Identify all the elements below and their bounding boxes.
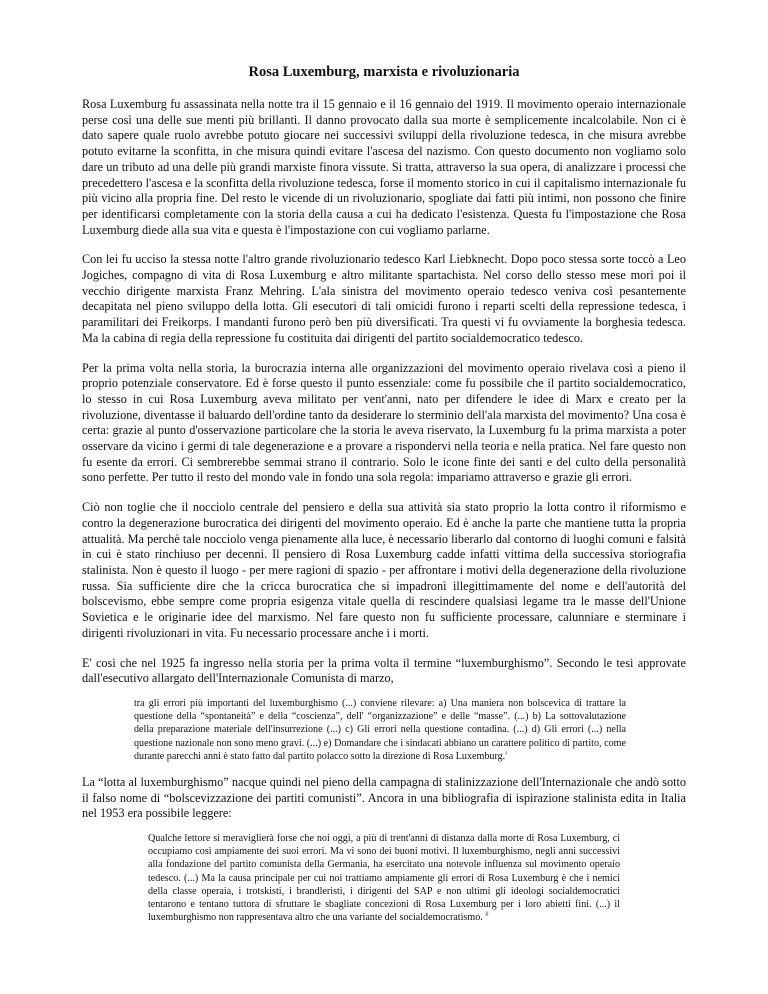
paragraph-2: Con lei fu ucciso la stessa notte l'altro grande rivoluzionario tedesco Karl Liebknecht. Dopo poco stessa sorte toccò a Leo Jogiches, compagno di vita di Rosa Luxemburg e altro militante spartachista. Nel corso dello stesso mese morì poi il vecchio dirigente marxista Franz Mehring. L'ala sinistra del movimento operaio tedesco veniva così pesantemente decapitata nel pieno sviluppo della lotta. Gli esecutori di tali omicidi furono i reparti scelti della repressione tedesca, i paramilitari dei Freikorps. I mandanti furono però ben più diversificati. Tra questi vi fu ovviamente la borghesia tedesca. Ma la cabina di regia della repressione fu costituita dai dirigenti del partito socialdemocratico tedesco. <box>82 252 686 345</box>
paragraph-6: La “lotta al luxemburghismo” nacque quindi nel pieno della campagna di stalinizzazione dell'Internazionale che andò sotto il falso nome di “bolscevizzazione dei partiti comunisti”. Ancora in una bibliografia di ispirazione stalinista edita in Italia nel 1953 era possibile leggere: <box>82 774 686 821</box>
paragraph-1: Rosa Luxemburg fu assassinata nella notte tra il 15 gennaio e il 16 gennaio del 1919. Il movimento operaio internazionale perse così una delle sue menti più brillanti. Il danno provocato dalla sua morte è semplicemente incalcolabile. Non ci è dato sapere quale ruolo avrebbe potuto giocare nei successivi sviluppi della rivoluzione tedesca, in che misura avrebbe potuto evitarne la sconfitta, in che misura quindi evitare l'ascesa del nazismo. Con questo documento non vogliamo solo dare un tributo ad una delle più grandi marxiste finora vissute. Si tratta, attraverso la sua opera, di analizzare i processi che precedettero l'ascesa e la sconfitta della rivoluzione tedesca, forse il momento storico in cui il capitalismo internazionale fu più vicino alla propria fine. Del resto le vicende di un rivoluzionario, spogliate dai fatti più intimi, non possono che finire per identificarsi completamente con la storia della causa a cui ha dedicato l'esistenza. Questa fu l'impostazione che Rosa Luxemburg diede alla sua vita e questa è l'impostazione con cui vogliamo parlarne. <box>82 97 686 237</box>
quote-1-text: tra gli errori più importanti del luxemburghismo (...) conviene rilevare: a) Una maniera non bolscevica di trattare la questione della “spontaneità” e della “coscienza”, dell' “organizzazione” e delle “masse”. (...) b) La sottovalutazione della preparazione materiale dell'insurrezione (...) c) Gli errori nella questione contadina. (...) d) Gli errori (...) nella questione nazionale non sono meno gravi. (...) e) Domandare che i sindacati abbiano un carattere politico di partito, come durante parecchi anni è stato fatto dal partito polacco sotto la direzione di Rosa Luxemburg. <box>134 697 626 762</box>
paragraph-4: Ciò non toglie che il nocciolo centrale del pensiero e della sua attività sia stato proprio la lotta contro il riformismo e contro la degenerazione burocratica dei dirigenti del movimento operaio. Ed è anche la parte che mantiene tutta la propria attualità. Ma perchè tale nocciolo venga pienamente alla luce, è necessario liberarlo dal contorno di luoghi comuni e falsità in cui è stato rinchiuso per decenni. Il pensiero di Rosa Luxemburg cadde infatti vittima della successiva storiografia stalinista. Non è questo il luogo - per mere ragioni di spazio - per affrontare i motivi della degenerazione della rivoluzione russa. Sia sufficiente dire che la cricca burocratica che si impadronì illegittimamente del nome e dell'autorità del bolscevismo, ebbe sempre come propria esigenza vitale quella di rescindere qualsiasi legame tra le masse dell'Unione Sovietica e le originarie idee del marxismo. Nel fare questo non fu sufficiente processare, calunniare e sterminare i dirigenti rivoluzionari in vita. Fu necessario processare anche i i morti. <box>82 500 686 640</box>
paragraph-5: E' così che nel 1925 fa ingresso nella storia per la prima volta il termine “luxemburghismo”. Secondo le tesi approvate dall'esecutivo allargato dell'Internazionale Comunista di marzo, <box>82 655 686 686</box>
footnote-ref-1[interactable]: i <box>505 750 507 757</box>
footnote-ref-2[interactable]: ii <box>485 911 489 918</box>
quote-2-text: Qualche lettore si meraviglierà forse che noi oggi, a più di trent'anni di distanza dalla morte di Rosa Luxemburg, ci occupiamo così ampiamente dei suoi errori. Ma vi sono dei buoni motivi. Il luxemburghismo, negli anni successivi alla fondazione del partito comunista della Germania, ha esercitato una notevole influenza sul movimento operaio tedesco. (...) Ma la causa principale per cui noi trattiamo ampiamente gli errori di Rosa Luxemburg è che i nemici della classe operaia, i trotskisti, i brandleristi, i dirigenti del SAP e non ultimi gli ideologi socialdemocratici tentarono e tentano tuttora di sfruttare le sbagliate concezioni di Rosa Luxemburg per i loro abietti fini. (...) il luxemburghismo non rappresentava altro che una variante del socialdemocratismo. <box>148 833 620 924</box>
paragraph-3: Per la prima volta nella storia, la burocrazia interna alle organizzazioni del movimento operaio rivelava così a pieno il proprio potenziale conservatore. Ed è forse questo il punto essenziale: come fu possibile che il partito socialdemocratico, lo stesso in cui Rosa Luxemburg aveva militato per vent'anni, nato per difendere le idee di Marx e creato per la rivoluzione, diventasse il baluardo dell'ordine tanto da desiderare lo sterminio dell'ala marxista del movimento? Una cosa è certa: grazie al punto d'osservazione particolare che la storia le aveva riservato, la Luxemburg fu la prima marxista a poter osservare da vicino i germi di tale degenerazione e a provare a rispondervi nella teoria e nella pratica. Nel fare questo non fu esente da errori. Ci sembrerebbe semmai strano il contrario. Solo le icone finte dei santi e del culto della personalità sono perfette. Per tutto il resto del mondo vale in fondo una sola regola: impariamo attraverso e grazie gli errori. <box>82 360 686 485</box>
block-quote-1 <box>82 697 686 763</box>
document-title: Rosa Luxemburg, marxista e rivoluzionaria <box>248 64 520 80</box>
block-quote-2 <box>82 832 686 924</box>
